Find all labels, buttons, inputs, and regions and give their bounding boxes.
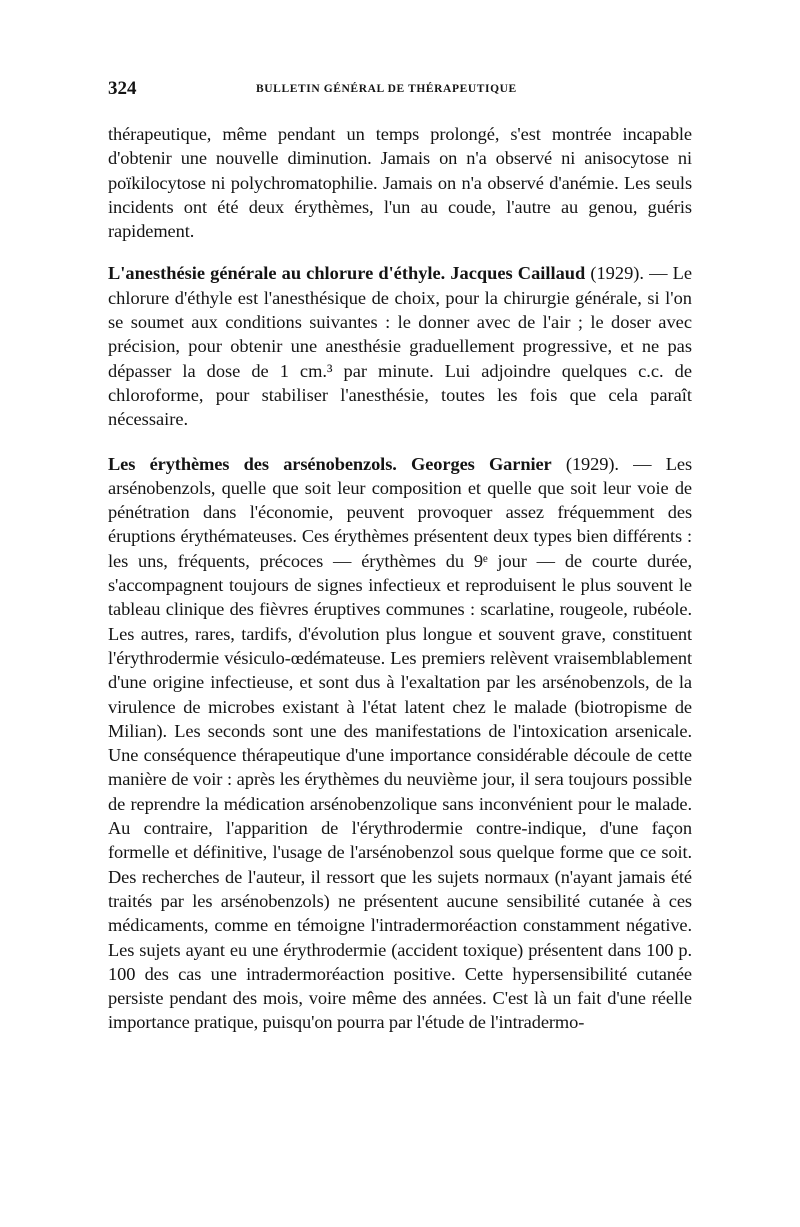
article-body: — Les arsénobenzols, quelle que soit leur composition et quelle que soit leur voie de pénétration dans l'économie, peuvent provoquer assez fréquemment des éruptions érythémateuses. Ces érythèmes présentent deux types bien différents : les uns, fréquents, précoces — érythèmes du 9ᵉ jour — de courte durée, s'accompagnent toujours de signes infectieux et reproduisent le plus souvent le tableau clinique des fièvres éruptives communes : scarlatine, rougeole, rubéole. Les autres, rares, tardifs, d'évolution plus longue et souvent grave, constituent l'érythrodermie vésiculo-œdémateuse. Les premiers relèvent vraisemblablement d'une origine infectieuse, et sont dus à l'exaltation par les arsénobenzols, de la virulence de microbes existant à l'état latent chez le malade (biotropisme de Milian). Les seconds sont une des manifestations de l'intoxication arsenicale. Une conséquence thérapeutique d'une importance considérable découle de cette manière de voir : après les érythèmes du neuvième jour, il sera toujours possible de reprendre la médication arsénobenzolique sans inconvénient pour le malade. Au contraire, l'apparition de l'érythrodermie contre-indique, d'une façon formelle et définitive, l'usage de l'arsénobenzol sous quelque forme que ce soit. Des recherches de l'auteur, il ressort que les sujets normaux (n'ayant jamais été traités par les arsénobenzols) ne présentent aucune sensibilité cutanée à ces médicaments, comme en témoigne l'intradermoréaction constamment négative. Les sujets ayant eu une érythrodermie (accident toxique) présentent dans 100 p. 100 des cas une intradermoréaction positive. Cette hypersensibilité cutanée persiste pendant des mois, voire même des années. C'est là un fait d'une réelle importance pratique, puisqu'on pourra par l'étude de l'intradermo- xyxy=(108,453,693,1033)
article-anesthesie xyxy=(108,261,692,431)
document-page xyxy=(108,78,692,1035)
continuation-paragraph: thérapeutique, même pendant un temps prolongé, s'est montrée incapable d'obtenir une nouvelle diminution. Jamais on n'a observé ni anisocytose ni poïkilocytose ni polychromatophilie. Jamais on n'a observé d'anémie. Les seuls incidents ont été deux érythèmes, l'un au coude, l'autre au genou, guéris rapidement. xyxy=(108,124,692,242)
article-title: Les érythèmes des arsénobenzols. Georges Garnier xyxy=(108,453,552,474)
article-body: — Le chlorure d'éthyle est l'anesthésique de choix, pour la chirurgie générale, si l'on se soumet aux conditions suivantes : le donner avec de l'air ; le doser avec précision, pour obtenir une anesthésie graduellement progressive, et ne pas dépasser la dose de 1 cm.³ par minute. Lui adjoindre quelques c.c. de chloroforme, pour stabiliser l'anesthésie, toutes les fois que cela paraît nécessaire. xyxy=(108,263,692,430)
article-year: (1929). xyxy=(590,263,644,284)
journal-title: BULLETIN GÉNÉRAL DE THÉRAPEUTIQUE xyxy=(256,83,517,95)
article-title: L'anesthésie générale au chlorure d'éthyle. Jacques Caillaud xyxy=(108,263,586,284)
page-number: 324 xyxy=(108,78,137,99)
article-erythemes xyxy=(108,452,692,1035)
running-header xyxy=(108,78,692,102)
article-year: (1929). xyxy=(565,453,619,474)
